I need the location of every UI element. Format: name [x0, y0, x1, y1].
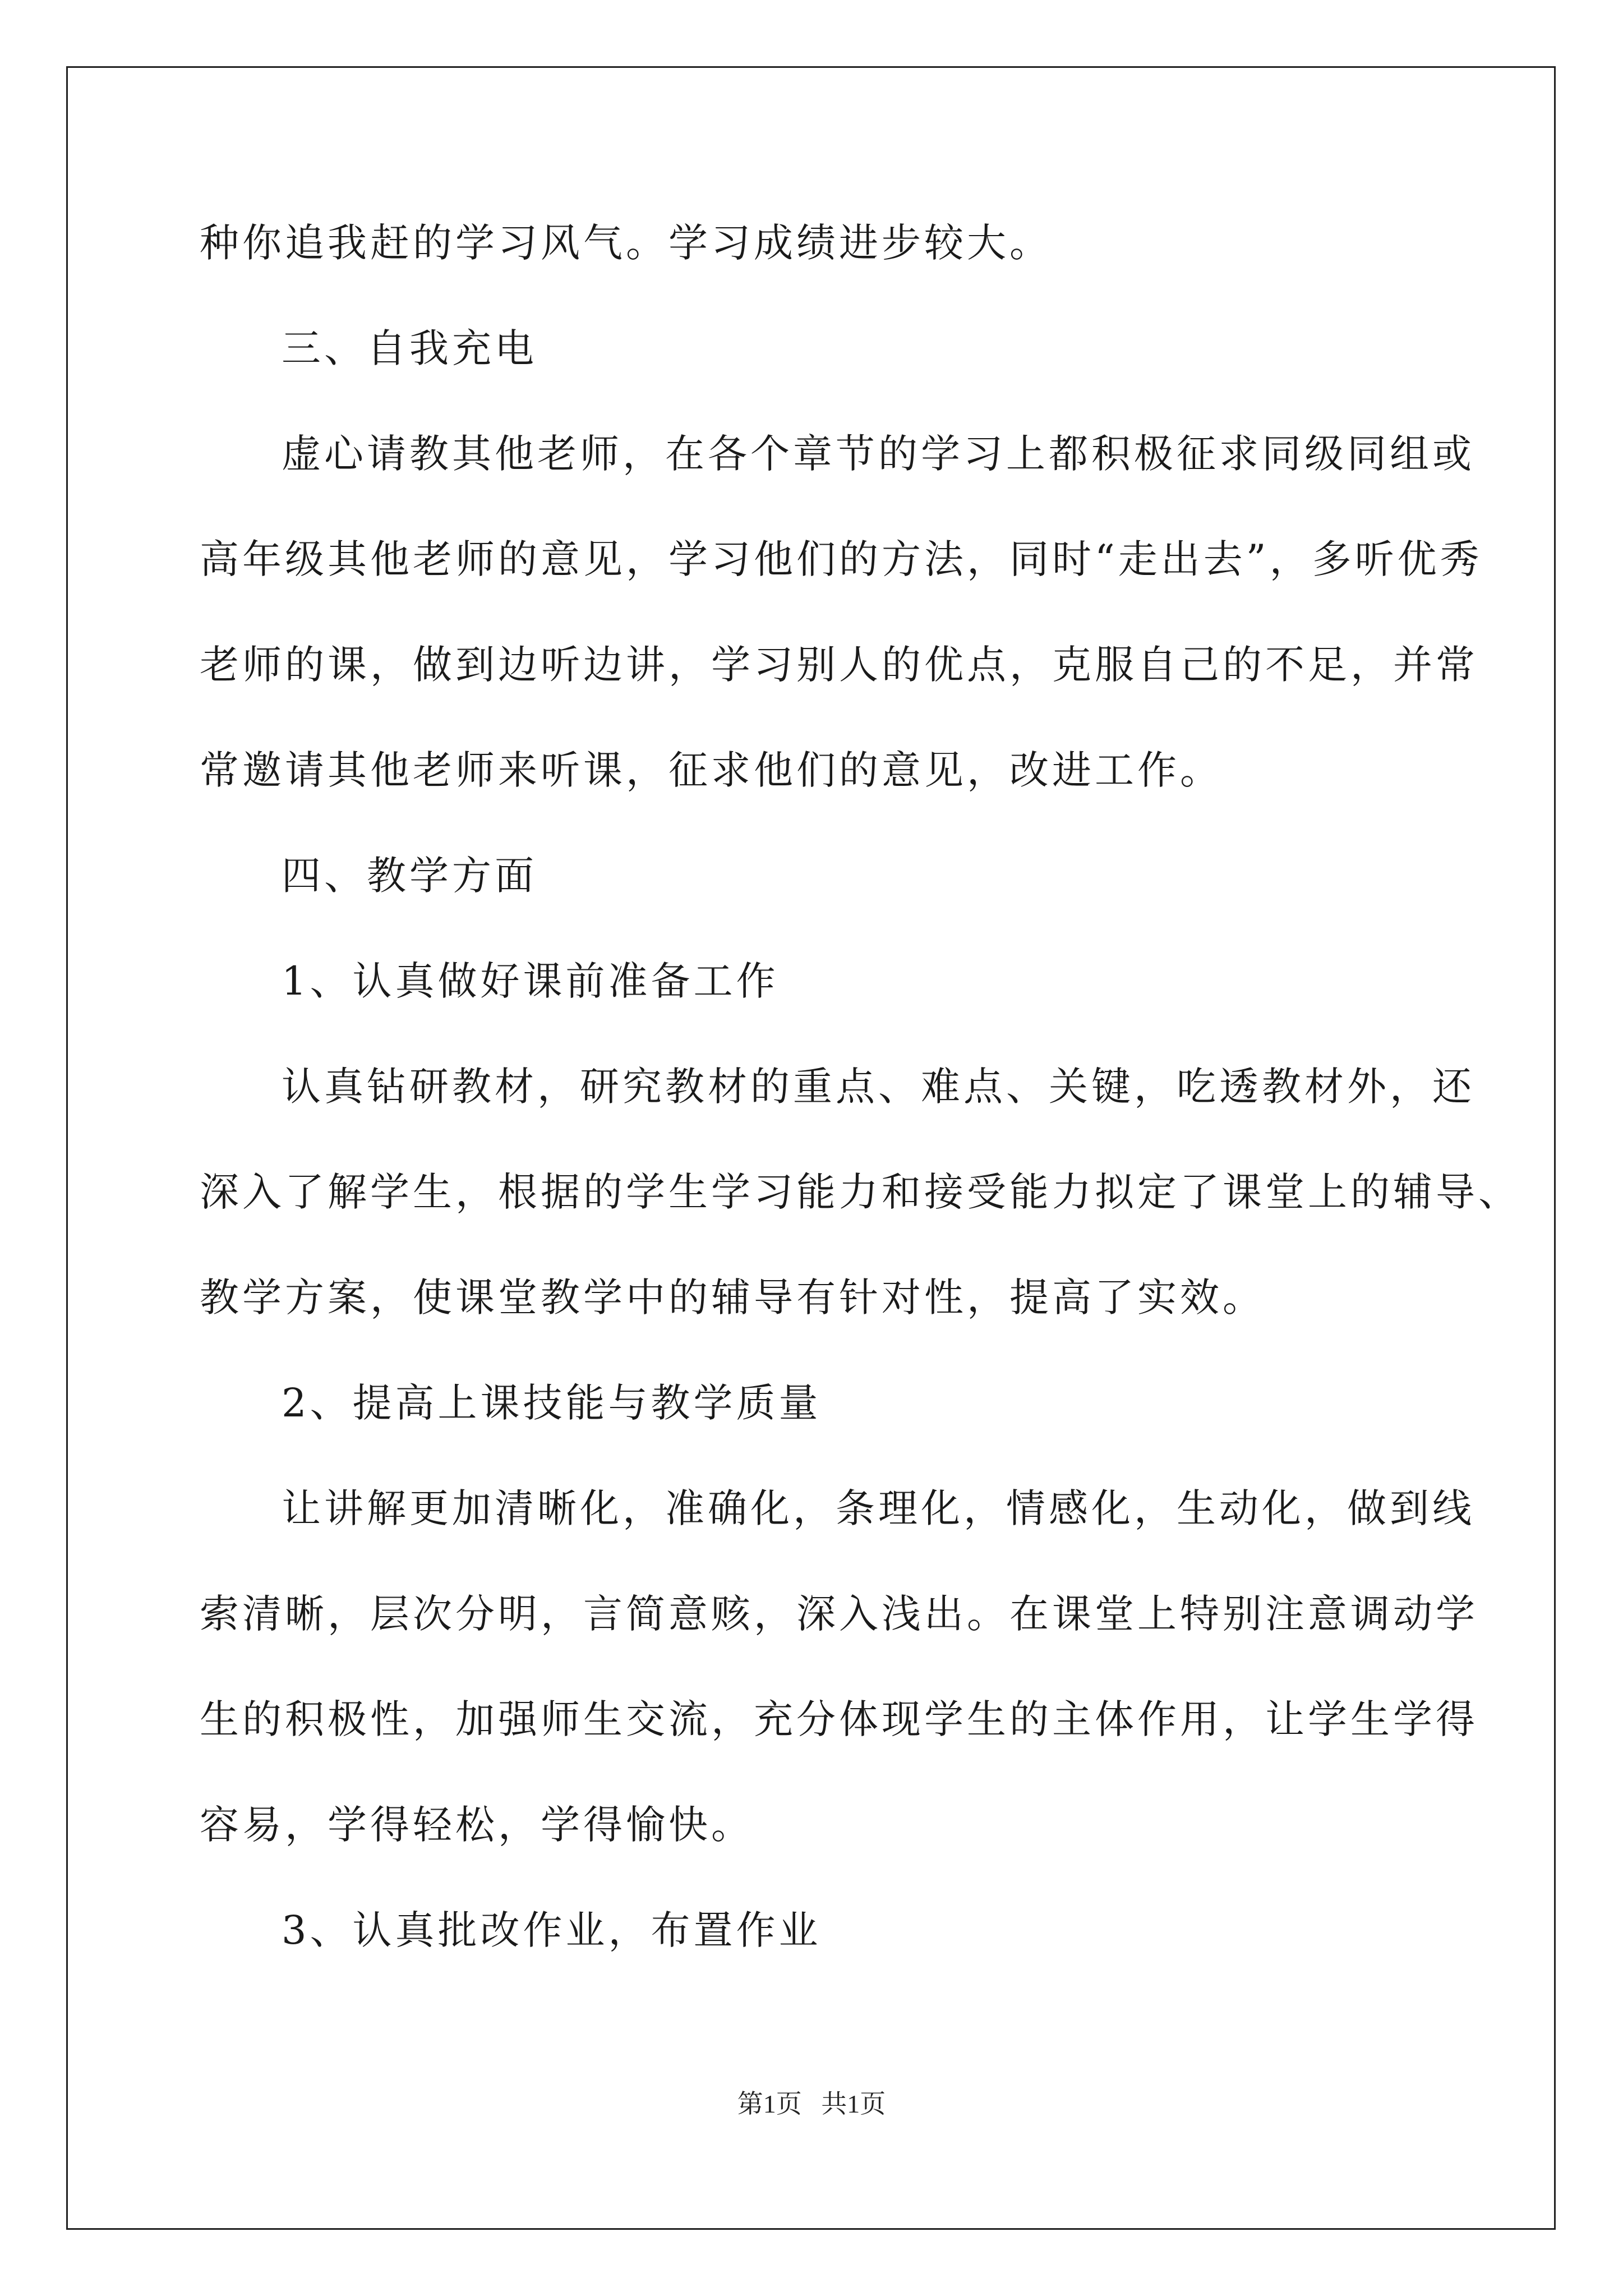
page-footer: [0, 2091, 1623, 2117]
text-line-4: 高年级其他老师的意见，学习他们的方法，同时“走出去”，多听优秀: [200, 536, 1483, 582]
text-line-1: 种你追我赶的学习风气。学习成绩进步较大。: [200, 220, 1052, 266]
page-total: 共1页: [821, 2090, 886, 2118]
text-line-15: 生的积极性，加强师生交流，充分体现学生的主体作用，让学生学得: [200, 1696, 1478, 1742]
text-line-16: 容易，学得轻松，学得愉快。: [200, 1802, 754, 1848]
page-number: 第1页: [737, 2090, 802, 2118]
text-line-9: 认真钻研教材，研究教材的重点、难点、关键，吃透教材外，还: [282, 1064, 1475, 1110]
text-line-10: 深入了解学生，根据的学生学习能力和接受能力拟定了课堂上的辅导、: [200, 1169, 1521, 1215]
document-body: [200, 220, 1521, 2016]
section-heading-3: 三、自我充电: [282, 325, 537, 371]
subheading-1: 1、认真做好课前准备工作: [282, 958, 779, 1004]
section-heading-4: 四、教学方面: [282, 853, 537, 899]
text-line-13: 让讲解更加清晰化，准确化，条理化，情感化，生动化，做到线: [282, 1485, 1475, 1531]
text-line-11: 教学方案，使课堂教学中的辅导有针对性，提高了实效。: [200, 1274, 1265, 1320]
subheading-3: 3、认真批改作业，布置作业: [282, 1907, 822, 1953]
subheading-2: 2、提高上课技能与教学质量: [282, 1380, 822, 1426]
text-line-5: 老师的课，做到边听边讲，学习别人的优点，克服自己的不足，并常: [200, 642, 1478, 688]
text-line-14: 索清晰，层次分明，言简意赅，深入浅出。在课堂上特别注意调动学: [200, 1591, 1478, 1637]
text-line-3: 虚心请教其他老师，在各个章节的学习上都积极征求同级同组或: [282, 431, 1475, 477]
text-line-6: 常邀请其他老师来听课，征求他们的意见，改进工作。: [200, 747, 1223, 793]
